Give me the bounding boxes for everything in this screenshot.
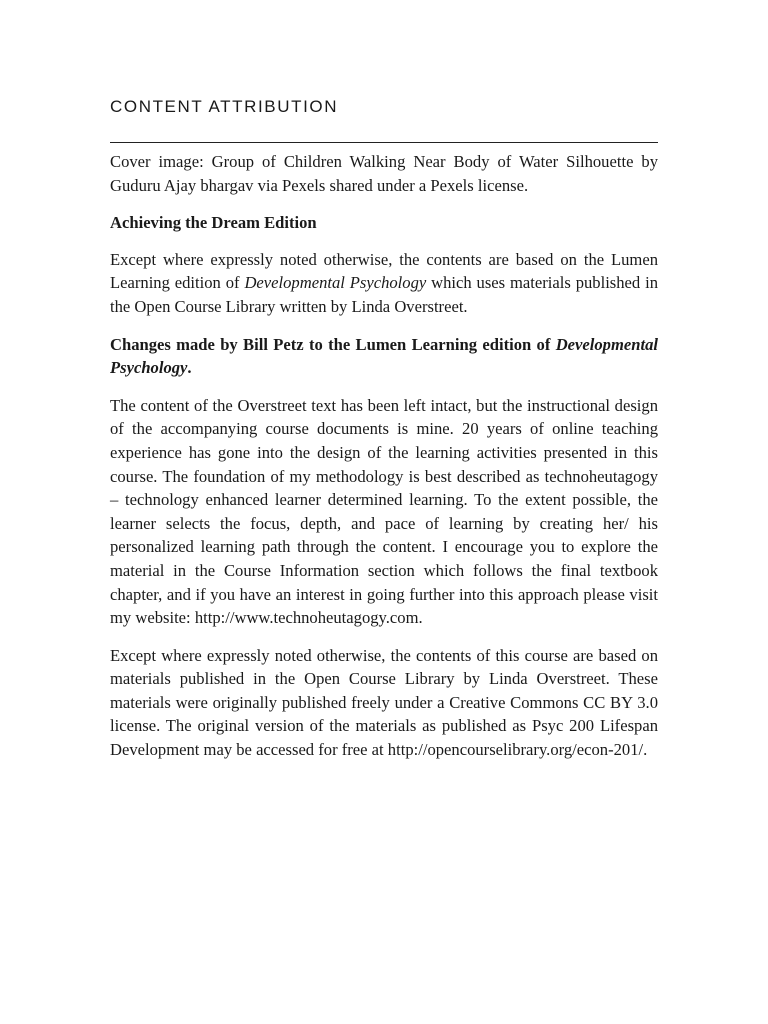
edition-paragraph: [110, 248, 658, 319]
page-title: CONTENT ATTRIBUTION: [110, 97, 339, 116]
website-link[interactable]: http://www.technoheutagogy.com.: [194, 608, 423, 628]
changes-text-intro: The content of the Overstreet text has been left intact, but the instructional design of the accompanying course documents is mine.: [110, 395, 658, 439]
changes-heading: [110, 333, 658, 380]
title-divider: [110, 142, 658, 143]
changes-heading-end: .: [187, 358, 192, 378]
license-paragraph: Except where expressly noted otherwise, the contents of this course are based on materials published in the Open Course Library by Linda Overstreet. These materials were originally published freely under a Creative Commons CC BY 3.0 license. The original version of the materials as published as Psyc 200 Lifespan Development may be accessed for free at http://opencourselibrary.org/econ-201/.: [110, 645, 658, 760]
document-body: [110, 150, 658, 776]
cover-credit: Cover image: Group of Children Walking Near Body of Water Silhouette by Guduru Ajay bhargav via Pexels shared under a Pexels license.: [110, 152, 658, 195]
changes-heading-text: Changes made by Bill Petz to the Lumen Learning edition of: [110, 334, 556, 354]
edition-heading: Achieving the Dream Edition: [110, 213, 317, 233]
book-title: Developmental Psychology: [244, 273, 427, 293]
edition-text-end: which uses materials published in the Open Course Library written by Linda Overstreet.: [110, 273, 659, 316]
changes-text-body: 20 years of online teaching experience has gone into the design of the learning activities presented in this course. The foundation of my methodology is best described as technoheutagogy – technology enhanced learner determined learning. To the extent possible, the learner selects the focus, depth, and pace of learning by creating her/ his personalized learning path through the content. I encourage you to explore the material in the Course Information section which follows the final textbook chapter, and if you have an interest in going further into this approach please visit my website:: [110, 419, 659, 628]
changes-paragraph: [110, 394, 658, 630]
edition-text-start: Except where expressly noted otherwise, the contents are based on the Lumen Learning edition of: [110, 249, 658, 293]
changes-book-title: Developmental Psychology: [110, 334, 658, 378]
